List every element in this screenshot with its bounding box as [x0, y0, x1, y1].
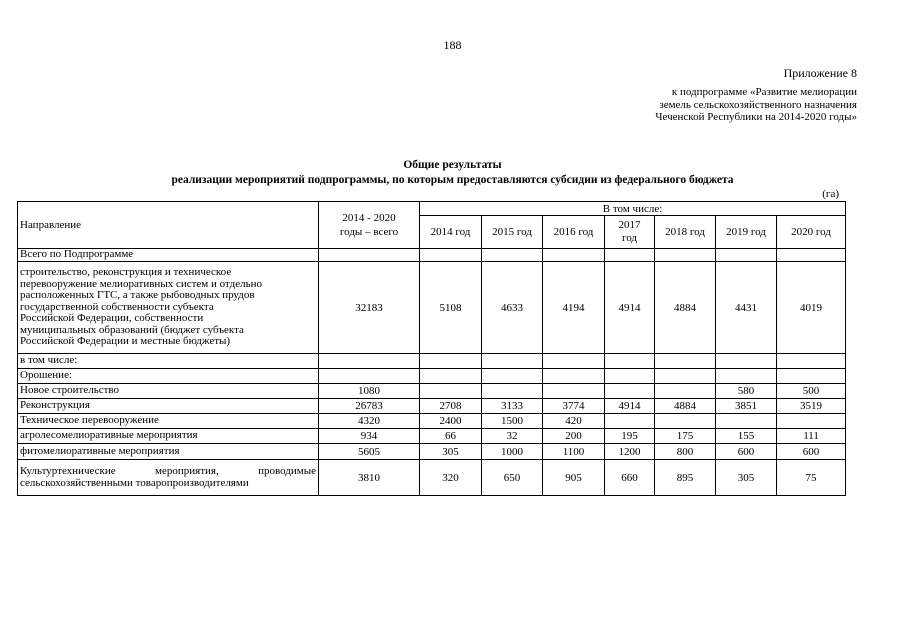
- row-label-line: Российской Федерации и местные бюджеты): [20, 335, 231, 348]
- row-label: Техническое перевооружение: [18, 414, 319, 429]
- header-total-line: 2014 - 2020: [342, 212, 396, 224]
- table-row: [18, 384, 846, 399]
- cell-2018: [655, 384, 716, 399]
- results-table: [17, 201, 846, 496]
- cell-2014: 5108: [420, 262, 482, 354]
- cell-total: 1080: [319, 384, 420, 399]
- table-row: [18, 369, 846, 384]
- cell-2020: 3519: [777, 399, 846, 414]
- header-year-2019: 2019 год: [716, 216, 777, 249]
- table-row: [18, 460, 846, 496]
- header-including: В том числе:: [420, 202, 846, 216]
- cell-total: 4320: [319, 414, 420, 429]
- cell-2017: 4914: [605, 399, 655, 414]
- header-direction: Направление: [18, 202, 319, 249]
- header-year-2014: 2014 год: [420, 216, 482, 249]
- cell-2016: 4194: [543, 262, 605, 354]
- cell-2020: 500: [777, 384, 846, 399]
- cell-2018: [655, 414, 716, 429]
- row-label: фитомелиоративные мероприятия: [18, 444, 319, 460]
- appendix-line: Чеченской Республики на 2014-2020 годы»: [655, 111, 857, 123]
- cell-2016: 420: [543, 414, 605, 429]
- appendix-title: Приложение 8: [783, 66, 857, 80]
- table-row: [18, 414, 846, 429]
- row-label-line: перевооружение мелиоративных систем и отдельно: [20, 277, 263, 290]
- cell-2017: 660: [605, 460, 655, 496]
- cell-2015: 1500: [482, 414, 543, 429]
- header-year-2015: 2015 год: [482, 216, 543, 249]
- cell-2015: 4633: [482, 262, 543, 354]
- table-row: [18, 444, 846, 460]
- cell-total: 26783: [319, 399, 420, 414]
- cell-2020: 4019: [777, 262, 846, 354]
- header-year-2020: 2020 год: [777, 216, 846, 249]
- cell-total: 5605: [319, 444, 420, 460]
- document-subtitle: реализации мероприятий подпрограммы, по которым предоставляются субсидии из федерального бюджета: [171, 174, 734, 186]
- row-label-line: муниципальных образований (бюджет субъекта: [20, 323, 244, 336]
- appendix-line: земель сельскохозяйственного назначения: [659, 98, 857, 111]
- cell-2019: 155: [716, 429, 777, 444]
- unit-label: (га): [822, 188, 839, 200]
- row-label: [18, 262, 319, 354]
- cell-2016: 3774: [543, 399, 605, 414]
- document-title: Общие результаты: [403, 159, 502, 171]
- cell-2014: [420, 384, 482, 399]
- cell-2017: 4914: [605, 262, 655, 354]
- header-year-2017-line: 2017: [618, 219, 641, 231]
- cell-2019: 4431: [716, 262, 777, 354]
- row-label: Орошение:: [18, 369, 319, 384]
- table-row: [18, 249, 846, 262]
- cell-2016: [543, 384, 605, 399]
- cell-2015: [482, 384, 543, 399]
- table-row: [18, 429, 846, 444]
- row-label-line: расположенных ГТС, а также рыбоводных прудов: [20, 289, 255, 302]
- cell-2019: 305: [716, 460, 777, 496]
- cell-2017: [605, 414, 655, 429]
- cell-total: 32183: [319, 262, 420, 354]
- cell-2019: 600: [716, 444, 777, 460]
- cell-total: 3810: [319, 460, 420, 496]
- cell-2019: 3851: [716, 399, 777, 414]
- cell-2018: 895: [655, 460, 716, 496]
- row-label-line: государственной собственности субъекта: [20, 300, 214, 313]
- cell-2014: 2708: [420, 399, 482, 414]
- cell-2020: [777, 414, 846, 429]
- cell-2014: 320: [420, 460, 482, 496]
- header-year-2017: [605, 216, 655, 249]
- header-total-line: годы – всего: [339, 226, 399, 238]
- row-label: Реконструкция: [18, 399, 319, 414]
- appendix-subprogram: [655, 86, 857, 124]
- cell-2017: [605, 384, 655, 399]
- page-number: 188: [443, 38, 462, 52]
- cell-2015: 32: [482, 429, 543, 444]
- cell-2020: 75: [777, 460, 846, 496]
- cell-2018: 800: [655, 444, 716, 460]
- cell-2015: 1000: [482, 444, 543, 460]
- cell-2016: 200: [543, 429, 605, 444]
- header-year-2018: 2018 год: [655, 216, 716, 249]
- cell-2019: [716, 414, 777, 429]
- table-row: [18, 354, 846, 369]
- row-label: [18, 460, 319, 496]
- cell-2018: 4884: [655, 262, 716, 354]
- row-label: Новое строительство: [18, 384, 319, 399]
- row-label: агролесомелиоративные мероприятия: [18, 429, 319, 444]
- cell-2017: 195: [605, 429, 655, 444]
- appendix-line: к подпрограмме «Развитие мелиорации: [671, 86, 857, 98]
- cell-2016: 1100: [543, 444, 605, 460]
- row-label-line: Российской Федерации, собственности: [20, 312, 204, 325]
- table-row: [18, 399, 846, 414]
- cell-2018: 175: [655, 429, 716, 444]
- table-row: [18, 262, 846, 354]
- cell-2020: 111: [777, 429, 846, 444]
- row-label: в том числе:: [18, 354, 319, 369]
- cell-2017: 1200: [605, 444, 655, 460]
- cell-2018: 4884: [655, 399, 716, 414]
- cell-2014: 66: [420, 429, 482, 444]
- cell-total: 934: [319, 429, 420, 444]
- header-year-2017-line: год: [621, 232, 638, 244]
- cell-2015: 650: [482, 460, 543, 496]
- cell-2014: 2400: [420, 414, 482, 429]
- cell-2019: 580: [716, 384, 777, 399]
- cell-2020: 600: [777, 444, 846, 460]
- cell-2016: 905: [543, 460, 605, 496]
- cell-2015: 3133: [482, 399, 543, 414]
- cell-2014: 305: [420, 444, 482, 460]
- header-total: [319, 202, 420, 249]
- row-label-line: сельскохозяйственными товаропроизводителями: [20, 476, 249, 489]
- row-label-line: Культуртехнические мероприятия, проводимые: [20, 465, 316, 477]
- row-label: Всего по Подпрограмме: [18, 249, 319, 262]
- row-label-line: строительство, реконструкция и техническое: [20, 266, 232, 279]
- header-year-2016: 2016 год: [543, 216, 605, 249]
